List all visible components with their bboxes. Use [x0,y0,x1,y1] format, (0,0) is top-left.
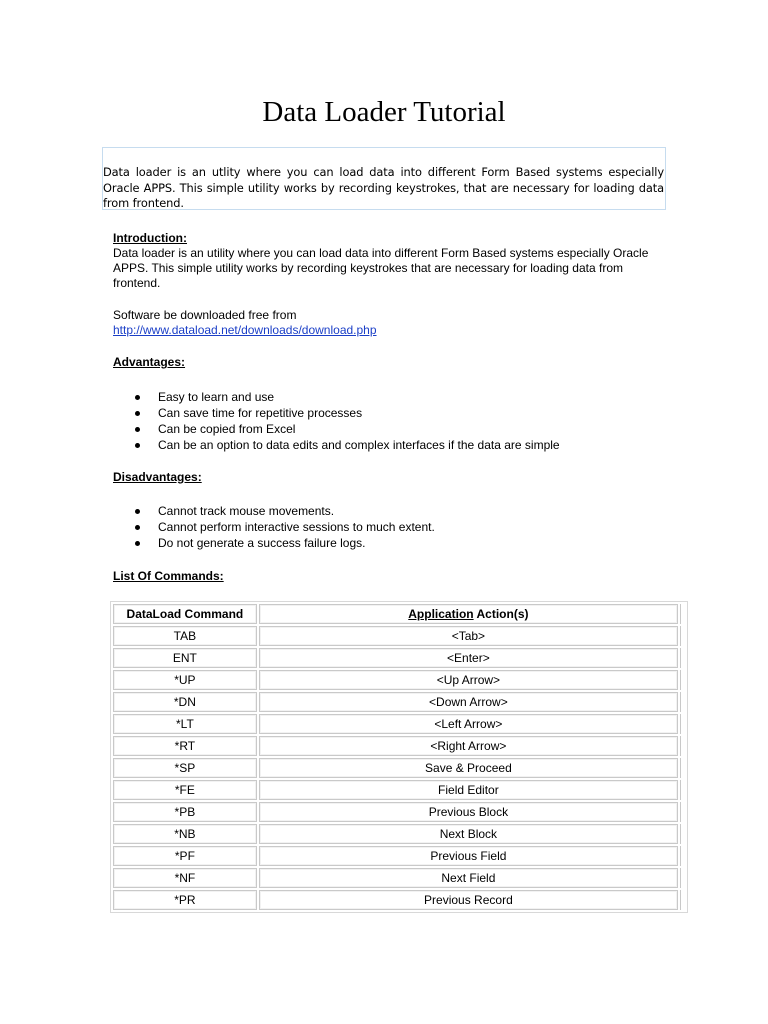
disadvantages-heading: Disadvantages: [113,470,202,484]
command-cell: *SP [113,758,257,778]
table-edge [680,890,685,910]
action-cell: Next Block [259,824,678,844]
table-row [113,758,685,778]
advantages-list [113,389,673,453]
commands-table [110,601,688,913]
table-edge [680,604,685,624]
disadvantages-heading-wrap [113,470,673,485]
table-row [113,648,685,668]
table-row [113,692,685,712]
list-item: Cannot perform interactive sessions to much extent. [113,519,673,535]
command-cell: *UP [113,670,257,690]
action-cell: Next Field [259,868,678,888]
table-row [113,824,685,844]
command-cell: ENT [113,648,257,668]
list-item: Do not generate a success failure logs. [113,535,673,551]
table-edge [680,802,685,822]
command-cell: *PF [113,846,257,866]
table-edge [680,780,685,800]
advantages-heading: Advantages: [113,355,186,369]
action-cell: <Left Arrow> [259,714,678,734]
download-link[interactable]: http://www.dataload.net/downloads/download.php [113,323,377,337]
command-cell: *NF [113,868,257,888]
command-cell: *PB [113,802,257,822]
table-row [113,846,685,866]
action-cell: <Down Arrow> [259,692,678,712]
table-edge [680,736,685,756]
introduction-heading: Introduction: [113,231,187,245]
table-edge [680,868,685,888]
table-row [113,868,685,888]
introduction-section [113,231,673,291]
table-row [113,626,685,646]
action-cell: <Up Arrow> [259,670,678,690]
table-edge [680,846,685,866]
command-cell: *NB [113,824,257,844]
command-cell: *PR [113,890,257,910]
commands-heading: List Of Commands: [113,569,224,583]
command-cell: TAB [113,626,257,646]
list-item: Can be an option to data edits and complex interfaces if the data are simple [113,437,673,453]
action-cell: Previous Field [259,846,678,866]
command-cell: *LT [113,714,257,734]
download-text: Software be downloaded free from [113,308,297,322]
column-header-action-underlined: Application [408,607,474,621]
table-edge [680,692,685,712]
column-header-action [259,604,678,624]
commands-heading-wrap [113,569,673,584]
action-cell: <Tab> [259,626,678,646]
action-cell: <Right Arrow> [259,736,678,756]
table-edge [680,670,685,690]
advantages-heading-wrap [113,355,673,370]
download-section [113,308,673,338]
action-cell: Field Editor [259,780,678,800]
table-header-row [113,604,685,624]
action-cell: Save & Proceed [259,758,678,778]
list-item: Cannot track mouse movements. [113,503,673,519]
list-item: Can be copied from Excel [113,421,673,437]
command-cell: *DN [113,692,257,712]
table-row [113,736,685,756]
list-item: Easy to learn and use [113,389,673,405]
table-row [113,714,685,734]
command-cell: *RT [113,736,257,756]
commands-table-body [113,626,685,910]
table-edge [680,626,685,646]
action-cell: Previous Block [259,802,678,822]
column-header-command: DataLoad Command [113,604,257,624]
column-header-action-rest: Action(s) [473,607,529,621]
action-cell: Previous Record [259,890,678,910]
introduction-text: Data loader is an utility where you can load data into different Form Based systems especially Oracle APPS. This simple utility works by recording keystrokes that are necessary for loading data from frontend. [113,246,649,290]
table-edge [680,714,685,734]
table-row [113,890,685,910]
table-row [113,670,685,690]
table-row [113,802,685,822]
disadvantages-list [113,503,673,551]
action-cell: <Enter> [259,648,678,668]
summary-box: Data loader is an utlity where you can load data into different Form Based systems especially Oracle APPS. This simple utility works by recording keystrokes, that are necessary for loading data from frontend. [102,147,666,210]
table-edge [680,824,685,844]
table-edge [680,648,685,668]
table-edge [680,758,685,778]
page-title: Data Loader Tutorial [262,96,506,128]
command-cell: *FE [113,780,257,800]
list-item: Can save time for repetitive processes [113,405,673,421]
table-row [113,780,685,800]
